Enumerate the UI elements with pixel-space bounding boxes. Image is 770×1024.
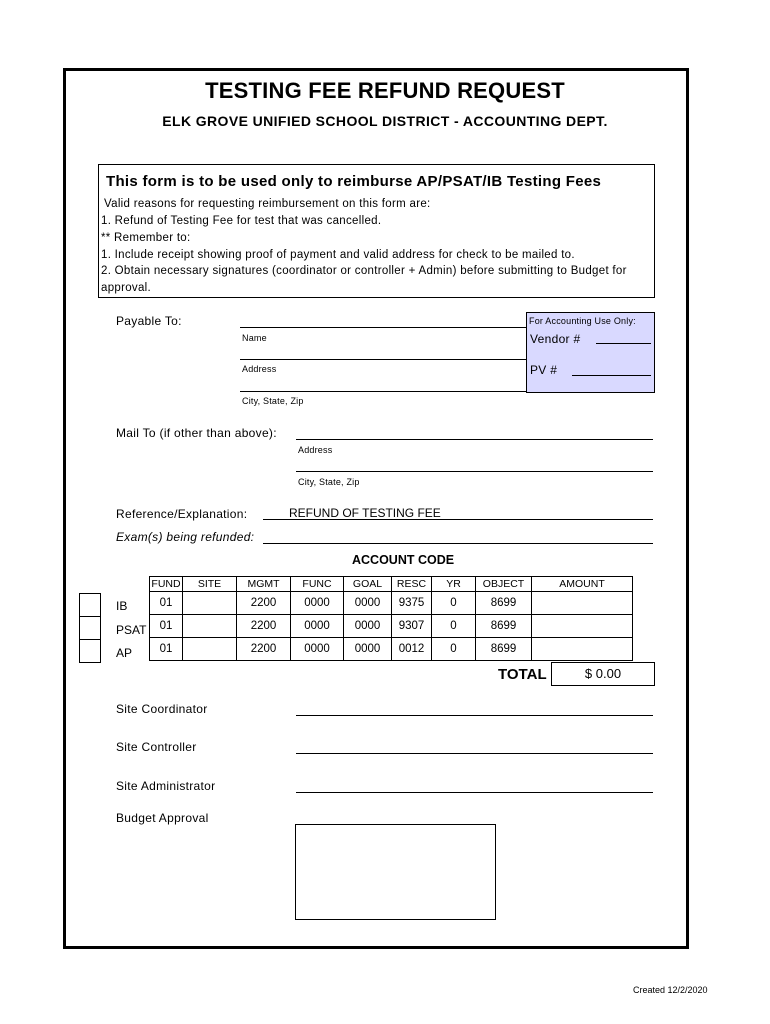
column-header: GOAL [344, 577, 392, 592]
ap-checkbox[interactable] [79, 639, 101, 663]
column-header: YR [432, 577, 476, 592]
column-header: FUNC [291, 577, 344, 592]
city-caption: City, State, Zip [242, 396, 304, 406]
cell-fund: 01 [150, 615, 183, 638]
mail-city-caption: City, State, Zip [298, 477, 360, 487]
instruction-line: 2. Obtain necessary signatures (coordinator or controller + Admin) before submitting to Budget for [101, 265, 627, 277]
cell-amount[interactable] [532, 592, 633, 615]
site-administrator-label: Site Administrator [116, 779, 216, 793]
account-code-table [149, 576, 633, 661]
site-controller-signature[interactable] [296, 753, 653, 754]
row-label-ib: IB [116, 599, 128, 613]
account-code-title: ACCOUNT CODE [352, 553, 455, 567]
site-administrator-signature[interactable] [296, 792, 653, 793]
page-subtitle: ELK GROVE UNIFIED SCHOOL DISTRICT - ACCOUNTING DEPT. [162, 113, 608, 129]
pv-field[interactable] [572, 375, 651, 376]
accounting-use-heading: For Accounting Use Only: [529, 316, 636, 326]
row-label-psat: PSAT [116, 623, 147, 637]
cell-amount[interactable] [532, 638, 633, 661]
site-controller-label: Site Controller [116, 740, 197, 754]
total-amount: $ 0.00 [551, 662, 655, 686]
reference-value: REFUND OF TESTING FEE [289, 506, 441, 520]
exam-field[interactable] [263, 543, 653, 544]
table-row [150, 638, 633, 661]
instruction-line: Valid reasons for requesting reimbursement on this form are: [104, 198, 431, 210]
payable-name-field[interactable] [240, 327, 526, 328]
cell-yr: 0 [432, 615, 476, 638]
mail-address-field[interactable] [296, 439, 653, 440]
psat-checkbox[interactable] [79, 616, 101, 640]
payable-address-field[interactable] [240, 359, 526, 360]
cell-fund: 01 [150, 638, 183, 661]
instruction-line: 1. Include receipt showing proof of payment and valid address for check to be mailed to. [101, 249, 575, 261]
cell-resc: 0012 [392, 638, 432, 661]
table-header-row [150, 577, 633, 592]
cell-goal: 0000 [344, 592, 392, 615]
created-date: Created 12/2/2020 [633, 985, 708, 995]
reference-label: Reference/Explanation: [116, 507, 248, 521]
cell-site[interactable] [183, 638, 237, 661]
mail-address-caption: Address [298, 445, 333, 455]
cell-resc: 9375 [392, 592, 432, 615]
pv-label: PV # [530, 363, 558, 377]
vendor-label: Vendor # [530, 332, 581, 346]
page-title: TESTING FEE REFUND REQUEST [205, 78, 565, 103]
cell-resc: 9307 [392, 615, 432, 638]
instruction-line: approval. [101, 282, 152, 294]
cell-goal: 0000 [344, 638, 392, 661]
instructions-heading: This form is to be used only to reimburse AP/PSAT/IB Testing Fees [106, 173, 602, 190]
total-label: TOTAL [498, 666, 547, 683]
cell-yr: 0 [432, 638, 476, 661]
table-row [150, 615, 633, 638]
column-header: RESC [392, 577, 432, 592]
cell-object: 8699 [476, 592, 532, 615]
column-header: AMOUNT [532, 577, 633, 592]
budget-approval-box[interactable] [295, 824, 496, 920]
name-caption: Name [242, 333, 267, 343]
cell-func: 0000 [291, 638, 344, 661]
cell-amount[interactable] [532, 615, 633, 638]
column-header: SITE [183, 577, 237, 592]
cell-mgmt: 2200 [237, 638, 291, 661]
ib-checkbox[interactable] [79, 593, 101, 617]
cell-object: 8699 [476, 615, 532, 638]
address-caption: Address [242, 364, 277, 374]
cell-fund: 01 [150, 592, 183, 615]
cell-site[interactable] [183, 615, 237, 638]
column-header: MGMT [237, 577, 291, 592]
site-coordinator-signature[interactable] [296, 715, 653, 716]
instruction-line: ** Remember to: [101, 232, 191, 244]
site-coordinator-label: Site Coordinator [116, 702, 208, 716]
exam-label: Exam(s) being refunded: [116, 530, 255, 544]
cell-site[interactable] [183, 592, 237, 615]
vendor-field[interactable] [596, 343, 651, 344]
cell-func: 0000 [291, 592, 344, 615]
mail-city-field[interactable] [296, 471, 653, 472]
cell-func: 0000 [291, 615, 344, 638]
column-header: OBJECT [476, 577, 532, 592]
mail-to-label: Mail To (if other than above): [116, 426, 277, 440]
payable-to-label: Payable To: [116, 314, 182, 328]
cell-yr: 0 [432, 592, 476, 615]
instruction-line: 1. Refund of Testing Fee for test that was cancelled. [101, 215, 382, 227]
budget-approval-label: Budget Approval [116, 811, 209, 825]
cell-mgmt: 2200 [237, 592, 291, 615]
payable-city-field[interactable] [240, 391, 526, 392]
cell-object: 8699 [476, 638, 532, 661]
cell-goal: 0000 [344, 615, 392, 638]
cell-mgmt: 2200 [237, 615, 291, 638]
table-row [150, 592, 633, 615]
column-header: FUND [151, 578, 181, 590]
row-label-ap: AP [116, 646, 133, 660]
